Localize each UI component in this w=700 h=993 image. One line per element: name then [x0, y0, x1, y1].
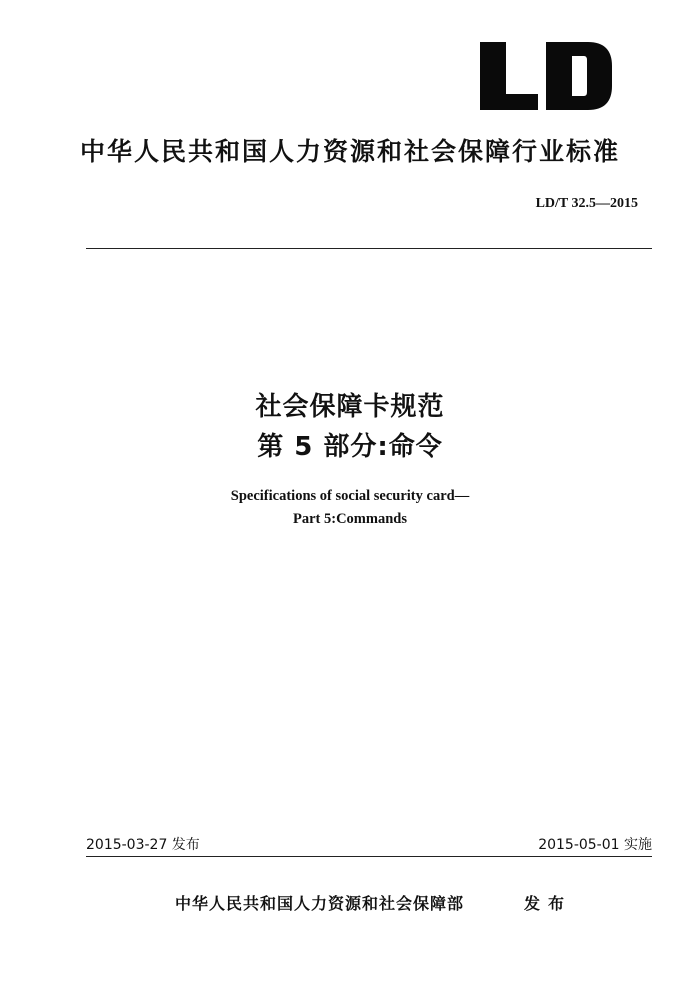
implementation-date: 2015-05-01 实施	[538, 837, 652, 853]
standard-code: LD/T 32.5—2015	[535, 196, 638, 211]
title-cn-line2: 第 5 部分:命令	[257, 432, 443, 462]
standard-classification: 中华人民共和国人力资源和社会保障行业标准	[79, 137, 620, 166]
issuing-authority: 中华人民共和国人力资源和社会保障部	[175, 894, 465, 913]
bottom-divider	[86, 856, 652, 857]
top-divider	[86, 248, 652, 249]
title-cn-line1: 社会保障卡规范	[255, 392, 445, 422]
issue-date: 2015-03-27 发布	[86, 837, 200, 853]
title-en-line2: Part 5:Commands	[293, 511, 407, 527]
title-en-line1: Specifications of social security card—	[230, 488, 470, 504]
issue-action: 发布	[524, 894, 573, 913]
ld-logo	[480, 42, 612, 110]
